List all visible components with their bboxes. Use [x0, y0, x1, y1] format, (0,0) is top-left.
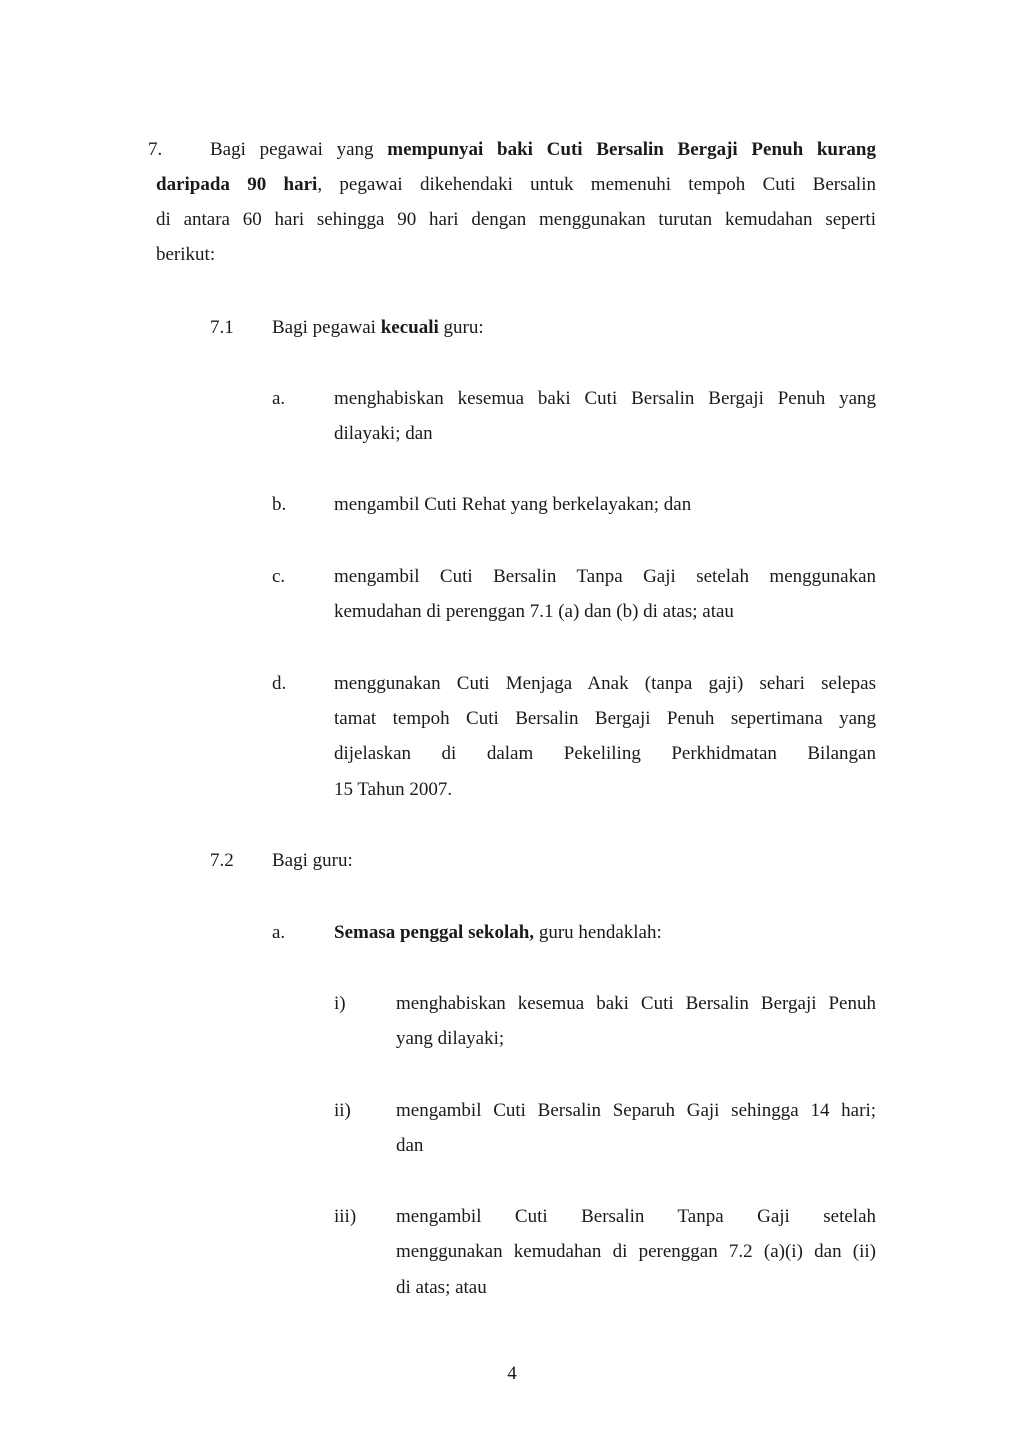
item-line: tamat tempoh Cuti Bersalin Bergaji Penuh sepertimana yang	[334, 708, 876, 729]
subitem-line: mengambil Cuti Bersalin Tanpa Gaji setelah	[396, 1206, 876, 1227]
text-run: Bagi pegawai yang	[210, 139, 388, 160]
item-line	[334, 921, 662, 945]
paragraph-line: berikut:	[156, 244, 216, 265]
bold-text: daripada 90 hari	[156, 174, 318, 195]
subitem-line: mengambil Cuti Bersalin Separuh Gaji sehingga 14 hari;	[396, 1100, 876, 1121]
item-marker: b.	[272, 494, 287, 515]
text-run: guru:	[438, 317, 484, 338]
bold-text: mempunyai baki Cuti Bersalin Bergaji Penuh kurang	[387, 139, 876, 160]
subsection-title	[272, 316, 484, 340]
paragraph-line: di antara 60 hari sehingga 90 hari dengan menggunakan turutan kemudahan seperti	[156, 209, 876, 230]
subitem-line: dan	[396, 1135, 424, 1156]
bold-text: kecuali	[380, 317, 439, 338]
subitem-line: menghabiskan kesemua baki Cuti Bersalin Bergaji Penuh	[396, 993, 876, 1014]
item-marker: a.	[272, 922, 286, 943]
subitem-marker: iii)	[334, 1206, 357, 1227]
page-number: 4	[507, 1363, 517, 1384]
section-number: 7.	[148, 139, 163, 160]
item-line: menghabiskan kesemua baki Cuti Bersalin Bergaji Penuh yang	[334, 388, 876, 409]
paragraph-line	[210, 138, 876, 162]
paragraph-line	[156, 173, 876, 197]
text-run: Bagi pegawai	[272, 317, 381, 338]
item-line: mengambil Cuti Rehat yang berkelayakan; dan	[334, 494, 692, 515]
item-line: menggunakan Cuti Menjaga Anak (tanpa gaji) sehari selepas	[334, 673, 876, 694]
subsection-title: Bagi guru:	[272, 850, 353, 871]
subitem-marker: ii)	[334, 1100, 351, 1121]
item-marker: c.	[272, 566, 286, 587]
item-line: 15 Tahun 2007.	[334, 779, 453, 800]
subitem-marker: i)	[334, 993, 346, 1014]
item-marker: a.	[272, 388, 286, 409]
item-marker: d.	[272, 673, 287, 694]
bold-text: Semasa penggal sekolah,	[334, 922, 535, 943]
text-run: guru hendaklah:	[534, 922, 662, 943]
subsection-number: 7.2	[210, 850, 234, 871]
subitem-line: yang dilayaki;	[396, 1028, 505, 1049]
item-line: dilayaki; dan	[334, 423, 433, 444]
subitem-line: menggunakan kemudahan di perenggan 7.2 (a)(i) dan (ii)	[396, 1241, 876, 1262]
item-line: kemudahan di perenggan 7.1 (a) dan (b) di atas; atau	[334, 601, 734, 622]
item-line: dijelaskan di dalam Pekeliling Perkhidmatan Bilangan	[334, 743, 876, 764]
subitem-line: di atas; atau	[396, 1277, 487, 1298]
item-line: mengambil Cuti Bersalin Tanpa Gaji setelah menggunakan	[334, 566, 876, 587]
subsection-number: 7.1	[210, 317, 234, 338]
text-run: , pegawai dikehendaki untuk memenuhi tempoh Cuti Bersalin	[317, 174, 876, 195]
